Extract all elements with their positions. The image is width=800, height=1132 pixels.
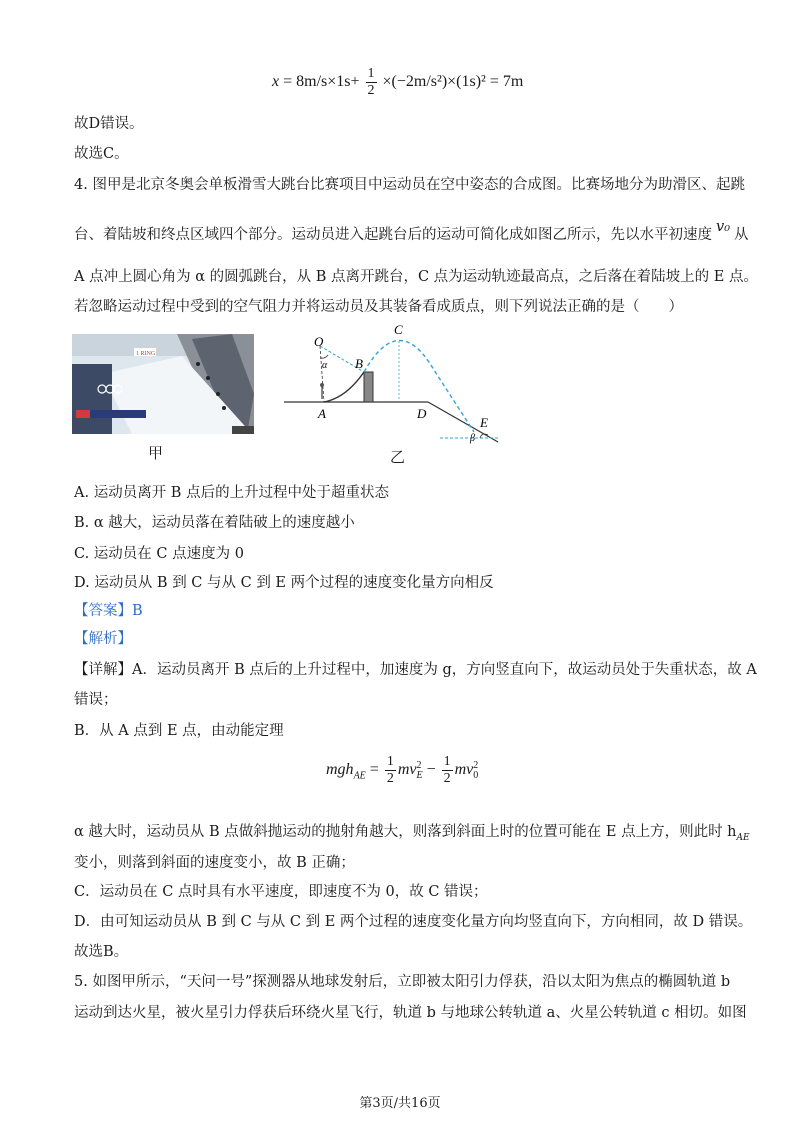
option-b: B. α 越大，运动员落在着陆破上的速度越小	[74, 515, 355, 531]
answer-label: 【答案】B	[74, 603, 143, 619]
svg-text:D: D	[417, 406, 427, 421]
detail-line-6: C．运动员在 C 点时具有水平速度，即速度不为 0，故 C 错误；	[74, 884, 488, 900]
detail-line-3: B．从 A 点到 E 点，由动能定理	[74, 723, 284, 739]
question-5-line-1: 5. 如图甲所示，“天问一号”探测器从地球发射后，立即被太阳引力俘获，沿以太阳为焦点的椭圆轨道 b	[74, 974, 731, 990]
text-choose-b: 故选B。	[74, 944, 129, 960]
svg-text:C: C	[394, 322, 403, 337]
caption-jia: 甲	[148, 444, 164, 462]
analysis-label: 【解析】	[74, 631, 132, 647]
svg-text:B: B	[355, 356, 363, 371]
option-a: A. 运动员离开 B 点后的上升过程中处于超重状态	[74, 485, 390, 501]
detail-line-5: 变小，则落到斜面的速度变小，故 B 正确；	[74, 855, 355, 871]
question-4-line-4: 若忽略运动过程中受到的空气阻力并将运动员及其装备看成质点，则下列说法正确的是（ ）	[74, 299, 683, 315]
option-d: D. 运动员从 B 到 C 与从 C 到 E 两个过程的速度变化量方向相反	[74, 575, 494, 591]
figure-jia-photo	[72, 334, 254, 434]
svg-text:β: β	[470, 433, 475, 444]
detail-line-4: α 越大时，运动员从 B 点做斜抛运动的抛射角越大，则落到斜面上时的位置可能在 E 点上方，则此时 $h_{AE}$	[74, 824, 750, 843]
detail-line-2: 错误；	[74, 692, 118, 708]
svg-text:O: O	[314, 334, 324, 349]
question-4-line-3: A 点冲上圆心角为 α 的圆弧跳台，从 B 点离开跳台，C 点为运动轨迹最高点，之后落在着陆坡上的 E 点。	[74, 269, 758, 285]
ski-jump-photo-image	[72, 334, 254, 434]
text-d-wrong: 故D错误。	[74, 116, 144, 132]
page-footer: 第3页/共16页	[359, 1096, 441, 1111]
takeoff-platform	[364, 372, 373, 402]
figure-yi-diagram	[276, 322, 506, 450]
formula-displacement: x = 8m/s×1s+ $\frac{1}{2}$ ×(−2m/s²)×(1s)² = 7m	[272, 66, 524, 98]
v0-symbol: v₀	[716, 219, 731, 235]
question-5-line-2: 运动到达火星，被火星引力俘获后环绕火星飞行，轨道 b 与地球公转轨道 a、火星公转轨道 c 相切。如图	[74, 1005, 747, 1021]
svg-text:E: E	[480, 415, 488, 430]
fraction-half: $\frac{1}{2}$	[367, 66, 375, 98]
svg-text:A: A	[318, 406, 326, 421]
option-c: C. 运动员在 C 点速度为 0	[74, 546, 244, 562]
caption-yi: 乙	[390, 448, 406, 466]
question-4-line-1: 4. 图甲是北京冬奥会单板滑雪大跳台比赛项目中运动员在空中姿态的合成图。比赛场地分为助滑区、起跳	[74, 177, 745, 193]
detail-line-7: D．由可知运动员从 B 到 C 与从 C 到 E 两个过程的速度变化量方向均竖直向下，方向相同，故 D 错误。	[74, 914, 753, 930]
formula-energy: mgh$_{AE}$ = $\frac{1}{2}$ $mv^2_E$ − $\frac{1}{2}$ $mv^2_0$	[326, 754, 479, 786]
svg-text:α: α	[322, 360, 328, 371]
question-4-line-2: 台、着陆坡和终点区域四个部分。运动员进入起跳台后的运动可简化成如图乙所示，先以水平初速度 v₀ 从	[74, 219, 749, 243]
text-choose-c: 故选C。	[74, 146, 129, 162]
svg-text:1 RING: 1 RING	[136, 351, 156, 357]
detail-line-1: 【详解】A．运动员离开 B 点后的上升过程中，加速度为 g，方向竖直向下，故运动员处于失重状态，故 A	[74, 662, 757, 678]
arc-ramp	[324, 372, 364, 402]
